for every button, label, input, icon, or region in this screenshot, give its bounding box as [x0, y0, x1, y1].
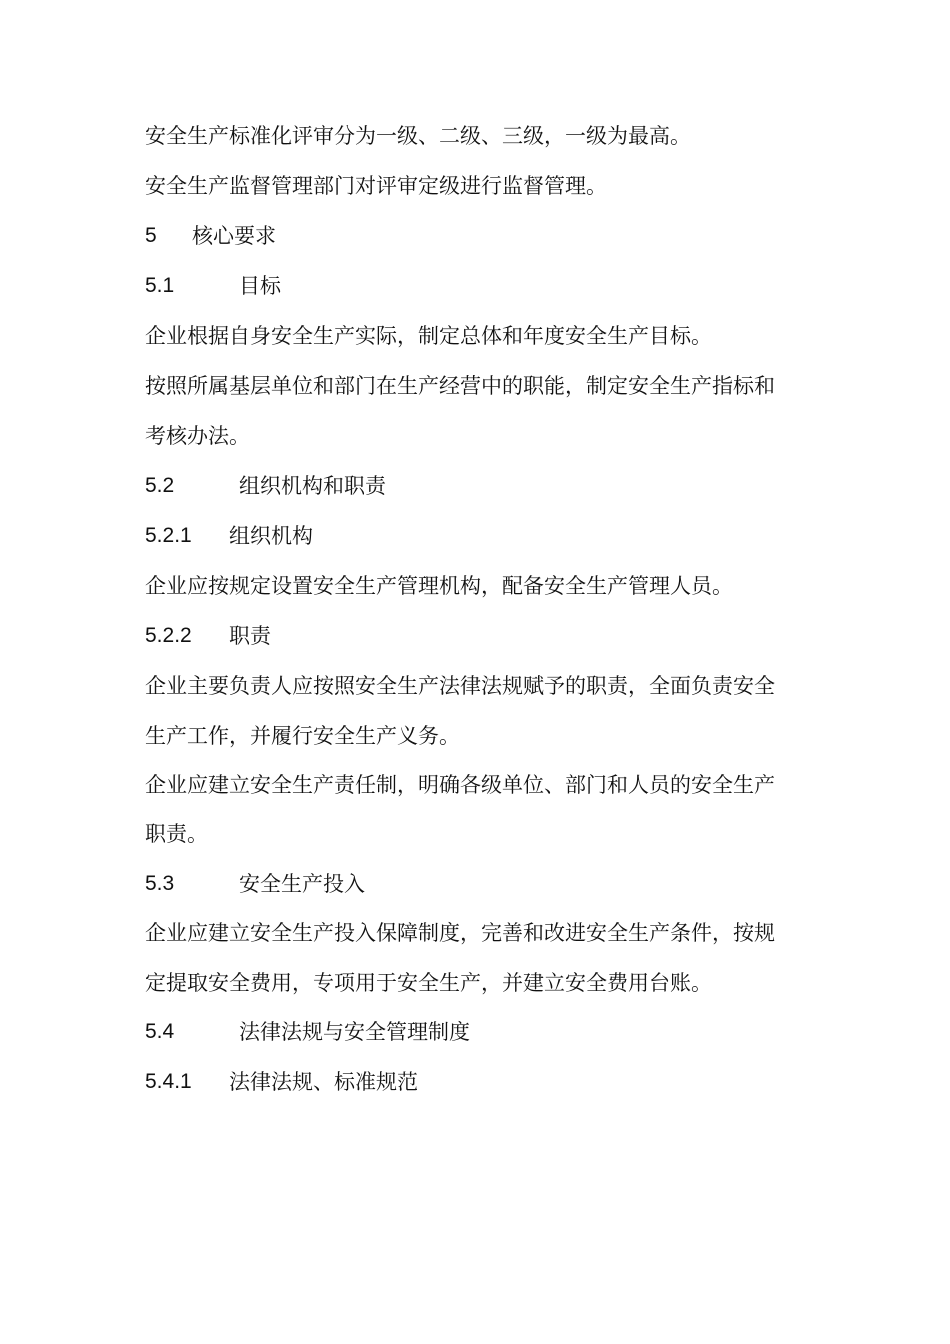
section-title: 目标: [239, 274, 281, 298]
paragraph: 安全生产标准化评审分为一级、二级、三级，一级为最高。: [145, 124, 691, 148]
section-title: 安全生产投入: [239, 872, 365, 896]
paragraph: 安全生产监督管理部门对评审定级进行监督管理。: [145, 174, 607, 198]
section-number: 5.2.1: [145, 524, 192, 547]
paragraph: 企业根据自身安全生产实际，制定总体和年度安全生产目标。: [145, 324, 712, 348]
paragraph: 职责。: [145, 822, 208, 846]
paragraph: 定提取安全费用，专项用于安全生产，并建立安全费用台账。: [145, 971, 712, 995]
section-number: 5.4.1: [145, 1070, 192, 1093]
section-number: 5: [145, 224, 157, 247]
paragraph: 企业应按规定设置安全生产管理机构，配备安全生产管理人员。: [145, 574, 733, 598]
paragraph: 企业应建立安全生产责任制，明确各级单位、部门和人员的安全生产: [145, 773, 775, 797]
paragraph: 考核办法。: [145, 424, 250, 448]
section-title: 组织机构: [229, 524, 313, 548]
section-number: 5.2: [145, 474, 175, 497]
paragraph: 企业应建立安全生产投入保障制度，完善和改进安全生产条件，按规: [145, 921, 775, 945]
section-title: 核心要求: [192, 224, 276, 248]
section-title: 职责: [229, 624, 271, 648]
section-title: 组织机构和职责: [239, 474, 386, 498]
section-number: 5.4: [145, 1020, 175, 1043]
section-number: 5.3: [145, 872, 175, 895]
paragraph: 企业主要负责人应按照安全生产法律法规赋予的职责，全面负责安全: [145, 674, 775, 698]
section-number: 5.1: [145, 274, 175, 297]
section-number: 5.2.2: [145, 624, 192, 647]
paragraph: 按照所属基层单位和部门在生产经营中的职能，制定安全生产指标和: [145, 374, 775, 398]
section-title: 法律法规与安全管理制度: [239, 1020, 470, 1044]
paragraph: 生产工作，并履行安全生产义务。: [145, 724, 460, 748]
section-title: 法律法规、标准规范: [229, 1070, 418, 1094]
